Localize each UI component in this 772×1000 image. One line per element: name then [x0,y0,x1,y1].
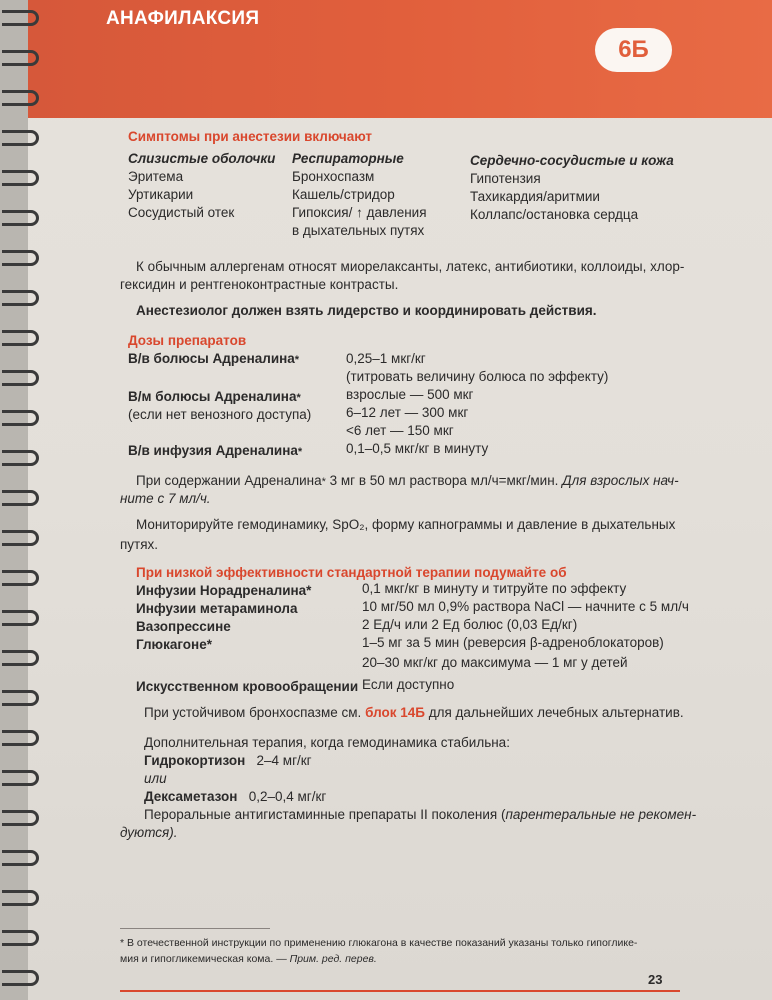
monitoring-line1: Мониторируйте гемодинамику, SpO₂, форму капнограммы и давление в дыхательных [136,517,676,532]
spiral-ring [2,50,39,66]
col2-item: Кашель/стридор [292,187,395,202]
book-page [28,0,772,1000]
monitoring-line2: путях. [120,537,159,552]
infusion-label: В/в инфузия Адреналина* [128,443,303,458]
col1-title: Слизистые оболочки [128,151,276,166]
refractory-value: 1–5 мг за 5 мин (реверсия β-адреноблокаторов) [362,635,664,650]
bottom-rule [120,990,680,992]
refractory-label: Инфузии метараминола [136,601,298,616]
infusion-value: 0,1–0,5 мкг/кг в минуту [346,441,489,456]
im-bolus-label: В/м болюсы Адреналина* [128,389,301,404]
spiral-ring [2,490,39,506]
spiral-ring [2,650,39,666]
spiral-ring [2,130,39,146]
spiral-ring [2,330,39,346]
im-6-12-dose: 6–12 лет — 300 мкг [346,405,469,420]
refractory-heading: При низкой эффективности стандартной терапии подумайте об [136,565,567,580]
hydrocortisone-row: Гидрокортизон 2–4 мг/кг [144,753,312,768]
spiral-ring [2,10,39,26]
spiral-ring [2,210,39,226]
footnote-rule [120,928,270,929]
spiral-ring [2,850,39,866]
spiral-ring [2,930,39,946]
spiral-ring [2,690,39,706]
spiral-binding [0,0,40,1000]
im-bolus-note: (если нет венозного доступа) [128,407,312,422]
refractory-label: Глюкагоне* [136,637,212,652]
col1-item: Уртикарии [128,187,194,202]
symptoms-heading: Симптомы при анестезии включают [128,129,373,144]
spiral-ring [2,730,39,746]
spiral-ring [2,970,39,986]
spiral-ring [2,890,39,906]
or-text: или [144,771,167,786]
col2-title: Респираторные [292,151,404,166]
col2-item: в дыхательных путях [292,223,425,238]
col3-title: Сердечно-сосудистые и кожа [470,153,674,168]
col2-item: Бронхоспазм [292,169,375,184]
spiral-ring [2,530,39,546]
spiral-ring [2,570,39,586]
oral-antihistamine-line1: Пероральные антигистаминные препараты II поколения (парентеральные не рекомен- [144,807,697,822]
refractory-value: 2 Ед/ч или 2 Ед болюс (0,03 Ед/кг) [362,617,578,632]
refractory-value: 10 мг/50 мл 0,9% раствора NaCl — начните с 5 мл/ч [362,599,689,614]
col1-item: Эритема [128,169,184,184]
refractory-value: Если доступно [362,677,455,692]
chapter-header [28,0,772,118]
col1-item: Сосудистый отек [128,205,235,220]
concentration-line2: ните с 7 мл/ч. [120,491,211,506]
doses-heading: Дозы препаратов [128,333,247,348]
spiral-ring [2,370,39,386]
iv-bolus-label: В/в болюсы Адреналина* [128,351,300,366]
iv-bolus-note: (титровать величину болюса по эффекту) [346,369,609,384]
spiral-ring [2,250,39,266]
page-number: 23 [648,972,663,987]
spiral-ring [2,810,39,826]
spiral-ring [2,410,39,426]
im-under6-dose: <6 лет — 150 мкг [346,423,454,438]
spiral-ring [2,450,39,466]
refractory-label: Вазопрессине [136,619,231,634]
spiral-ring [2,770,39,786]
allergens-line2: гексидин и рентгеноконтрастные контрасты. [120,277,399,292]
spiral-ring [2,290,39,306]
spiral-ring [2,90,39,106]
block-link[interactable]: блок 14Б [365,705,425,720]
leadership-text: Анестезиолог должен взять лидерство и координировать действия. [136,303,597,318]
spiral-ring [2,170,39,186]
refractory-value: 0,1 мкг/кг в минуту и титруйте по эффекту [362,581,627,596]
bronchospasm-text: При устойчивом бронхоспазме см. блок 14Б для дальнейших лечебных альтернатив. [144,705,684,720]
col2-item: Гипоксия/ ↑ давления [292,205,427,220]
refractory-value: 20–30 мкг/кг до максимума — 1 мг у детей [362,655,628,670]
im-adult-dose: взрослые — 500 мкг [346,387,474,402]
iv-bolus-value: 0,25–1 мкг/кг [346,351,426,366]
refractory-label: Инфузии Норадреналина* [136,583,312,598]
refractory-label: Искусственном кровообращении [136,679,359,694]
dexamethasone-row: Дексаметазон 0,2–0,4 мг/кг [144,789,327,804]
footnote-line2: мия и гипогликемическая кома. — Прим. ред. перев. [120,953,377,965]
col3-item: Тахикардия/аритмии [470,189,600,204]
col3-item: Гипотензия [470,171,541,186]
col3-item: Коллапс/остановка сердца [470,207,639,222]
footnote-line1: * В отечественной инструкции по применению глюкагона в качестве показаний указаны только гипоглике- [120,937,638,949]
allergens-line1: К обычным аллергенам относят миорелаксанты, латекс, антибиотики, коллоиды, хлор- [136,259,685,274]
additional-intro: Дополнительная терапия, когда гемодинамика стабильна: [144,735,510,750]
spiral-ring [2,610,39,626]
chapter-title: АНАФИЛАКСИЯ [106,8,260,29]
section-badge: 6Б [595,28,672,72]
oral-antihistamine-line2: дуются). [120,825,178,840]
concentration-line1: При содержании Адреналина* 3 мг в 50 мл раствора мл/ч=мкг/мин. Для взрослых нач- [136,473,679,488]
